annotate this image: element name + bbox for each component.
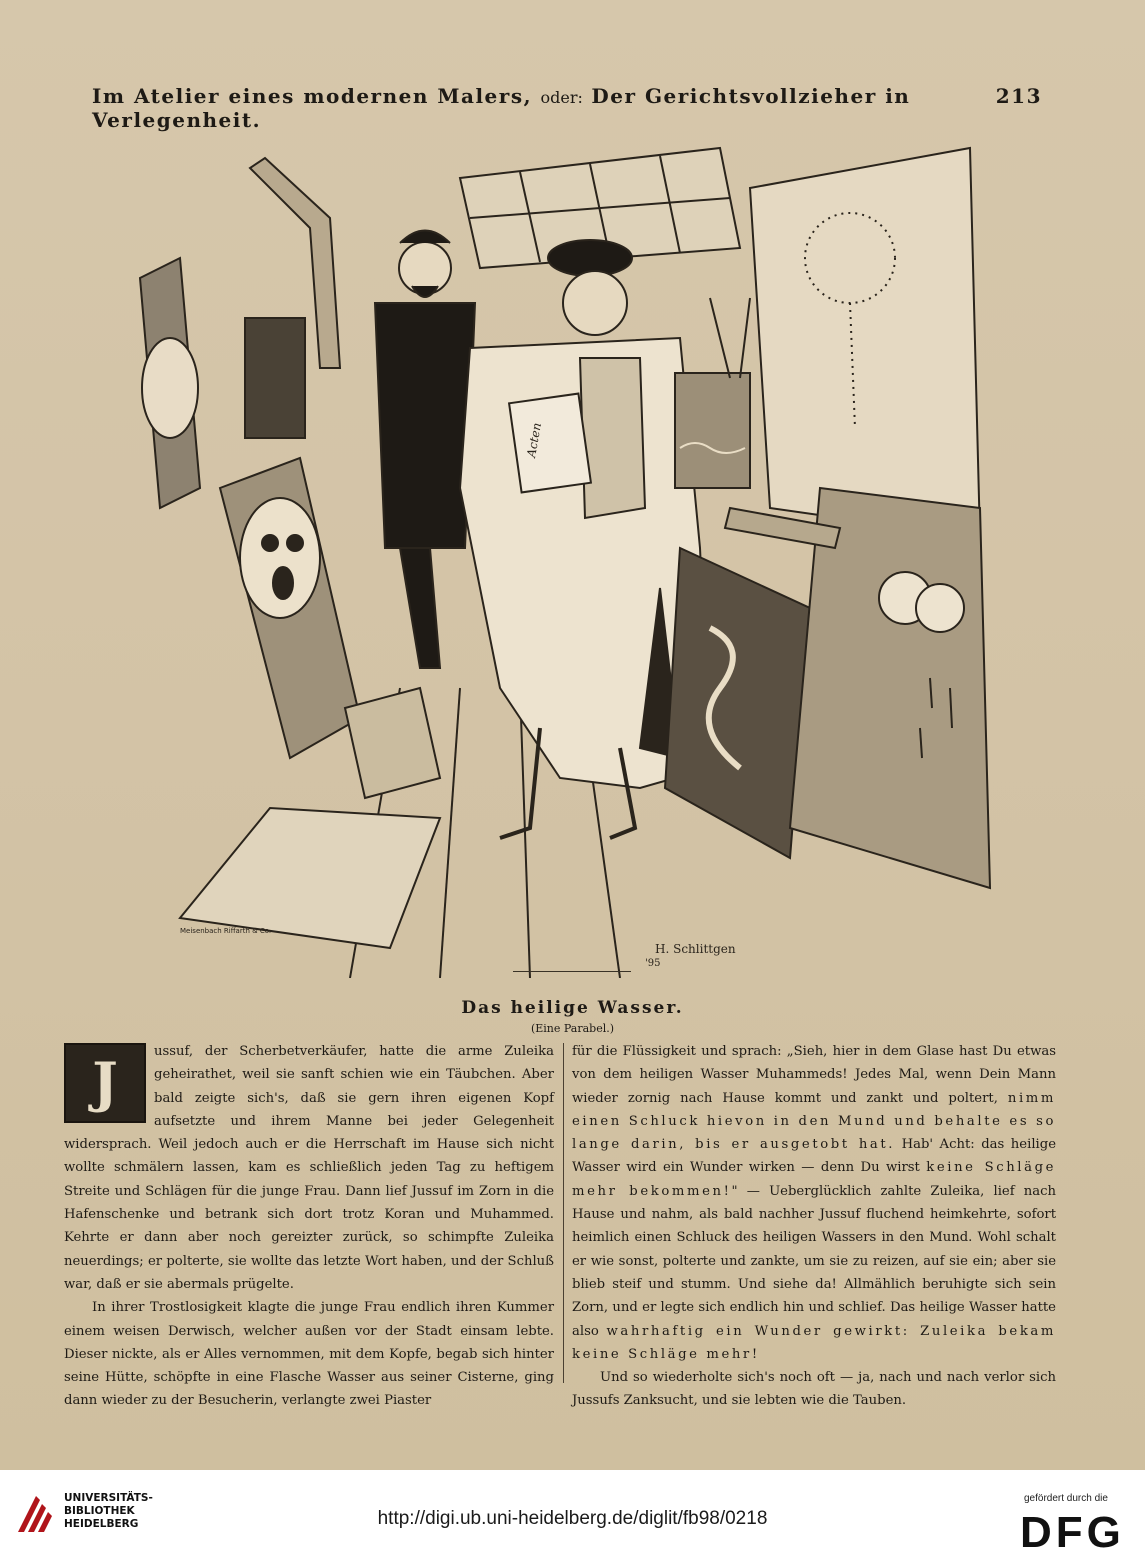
- paragraph-text: ussuf, der Scherbetverkäufer, hatte die arme Zuleika geheirathet, weil sie sanft schien wie ein Täubchen. Aber bald zeigte sich's, daß sie gern ihren eigenen Kopf aufsetzte und ihrem Manne bei jeder Gelegenheit widersprach. Weil jedoch auch er die Herrschaft im Hause sich nicht wollte schmälern lassen, kam es schließlich jeden Tag zu heftigem Streite und Schlägen für die junge Frau. Dann lief Jussuf im Zorn in die Hafenschenke und betrank sich dort trotz Koran und Muhammed. Kehrte er dann aber noch gereizter zurück, so schimpfte Zuleika neuerdings; er polterte, sie wollte das letzte Wort haben, und der Schluß war, daß er sie abermals prügelte.: [64, 1044, 554, 1292]
- engraver-credit: Meisenbach Riffarth & Co.: [180, 927, 272, 935]
- article-title: Das heilige Wasser.: [461, 998, 684, 1018]
- seascape-painting: [675, 373, 750, 488]
- atelier-engraving: [120, 128, 1000, 978]
- text-run: für die Flüssigkeit und sprach: „Sieh, hier in dem Glase hast Du etwas von dem heiligen Wasser Muhammeds! Jedes Mal, wenn Dein Mann wieder zornig nach Hause kommt und zankt und poltert,: [572, 1044, 1056, 1106]
- permalink-url[interactable]: [0, 1508, 1145, 1530]
- bust: [142, 338, 198, 438]
- paragraph: [64, 1040, 554, 1296]
- stove: [245, 318, 305, 438]
- tree-painting: [750, 148, 980, 538]
- url-text[interactable]: http://digi.ub.uni-heidelberg.de/diglit/fb98/0218: [377, 1508, 768, 1529]
- emphasis-run: nimm einen Schluck hievon in den Mund und behalte es so lange darin, bis er ausgetobt hat.: [572, 1090, 1056, 1153]
- column-divider: [563, 1043, 564, 1383]
- emphasis-run: wahrhaftig ein Wunder gewirkt: Zuleika bekam keine Schläge mehr!: [572, 1323, 1056, 1362]
- acten-label: Acten: [524, 421, 545, 459]
- funding-note: gefördert durch die: [1024, 1493, 1108, 1504]
- black-suit-man: [375, 303, 475, 548]
- header-title-left: Im Atelier eines modernen Malers,: [92, 84, 533, 108]
- illustration: [120, 128, 1000, 978]
- library-line: UNIVERSITÄTS-: [64, 1492, 153, 1504]
- paragraph: [572, 1040, 1056, 1366]
- snake-painting: [665, 548, 810, 858]
- text-run: Hab' Acht: das heilige Wasser wird ein Wunder wirken — denn Du wirst: [572, 1137, 1056, 1176]
- header-title: [92, 84, 996, 132]
- text-column-right: [572, 1040, 1056, 1413]
- header-connector: oder:: [540, 88, 583, 107]
- palette: [345, 688, 440, 798]
- bailiff-head: [563, 271, 627, 335]
- weeping-women-painting: [790, 488, 990, 888]
- title-rule: [513, 971, 631, 972]
- text-run: " — Ueberglücklich zahlte Zuleika, lief nach Hause und nahm, als bald nachher Jussuf fluchend heimkehrte, sofort heimlich einen Schluck des heiligen Wassers in den Mund. Wohl schalt er wie sonst, polterte und zankte, um sie zu reizen, auf sie ein; aber sie blieb steif und stumm. Und siehe da! Allmählich beruhigte sich sein Zorn, und er legte sich endlich hin und schlief. Das heilige Wasser hatte also: [572, 1183, 1057, 1339]
- running-header: [92, 84, 1042, 132]
- dropcap-initial: [64, 1043, 146, 1123]
- dfg-logo: DFG: [1020, 1508, 1125, 1557]
- text-column-left: [64, 1040, 554, 1413]
- paragraph: Und so wiederholte sich's noch oft — ja, nach und nach verlor sich Jussufs Zanksucht, und sie lebten wie die Tauben.: [572, 1370, 1056, 1409]
- library-line: BIBLIOTHEK: [64, 1505, 135, 1517]
- signature: H. Schlittgen: [655, 942, 736, 956]
- header-title-right: Der Gerichtsvollzieher in Verlegenheit.: [92, 84, 911, 132]
- signature-year: '95: [645, 958, 661, 969]
- easel: [710, 298, 750, 378]
- emphasis-run: keine Schläge mehr bekommen!: [572, 1160, 1057, 1199]
- paragraph: In ihrer Trostlosigkeit klagte die junge Frau endlich ihren Kummer einem weisen Derwisch, welcher außen vor der Stadt einsam lebte. Dieser nickte, als er Alles vernommen, mit dem Kopfe, begab sich hinter seine Hütte, schöpfte in eine Flasche Wasser aus seiner Cisterne, ging dann wieder zu der Besucherin, verlangte zwei Piaster: [64, 1300, 554, 1409]
- acten-folder: [509, 394, 591, 493]
- library-line: HEIDELBERG: [64, 1518, 139, 1530]
- dropcap-letter: J: [92, 1050, 118, 1115]
- page-number: 213: [995, 84, 1042, 108]
- article-subtitle: (Eine Parabel.): [530, 1022, 615, 1035]
